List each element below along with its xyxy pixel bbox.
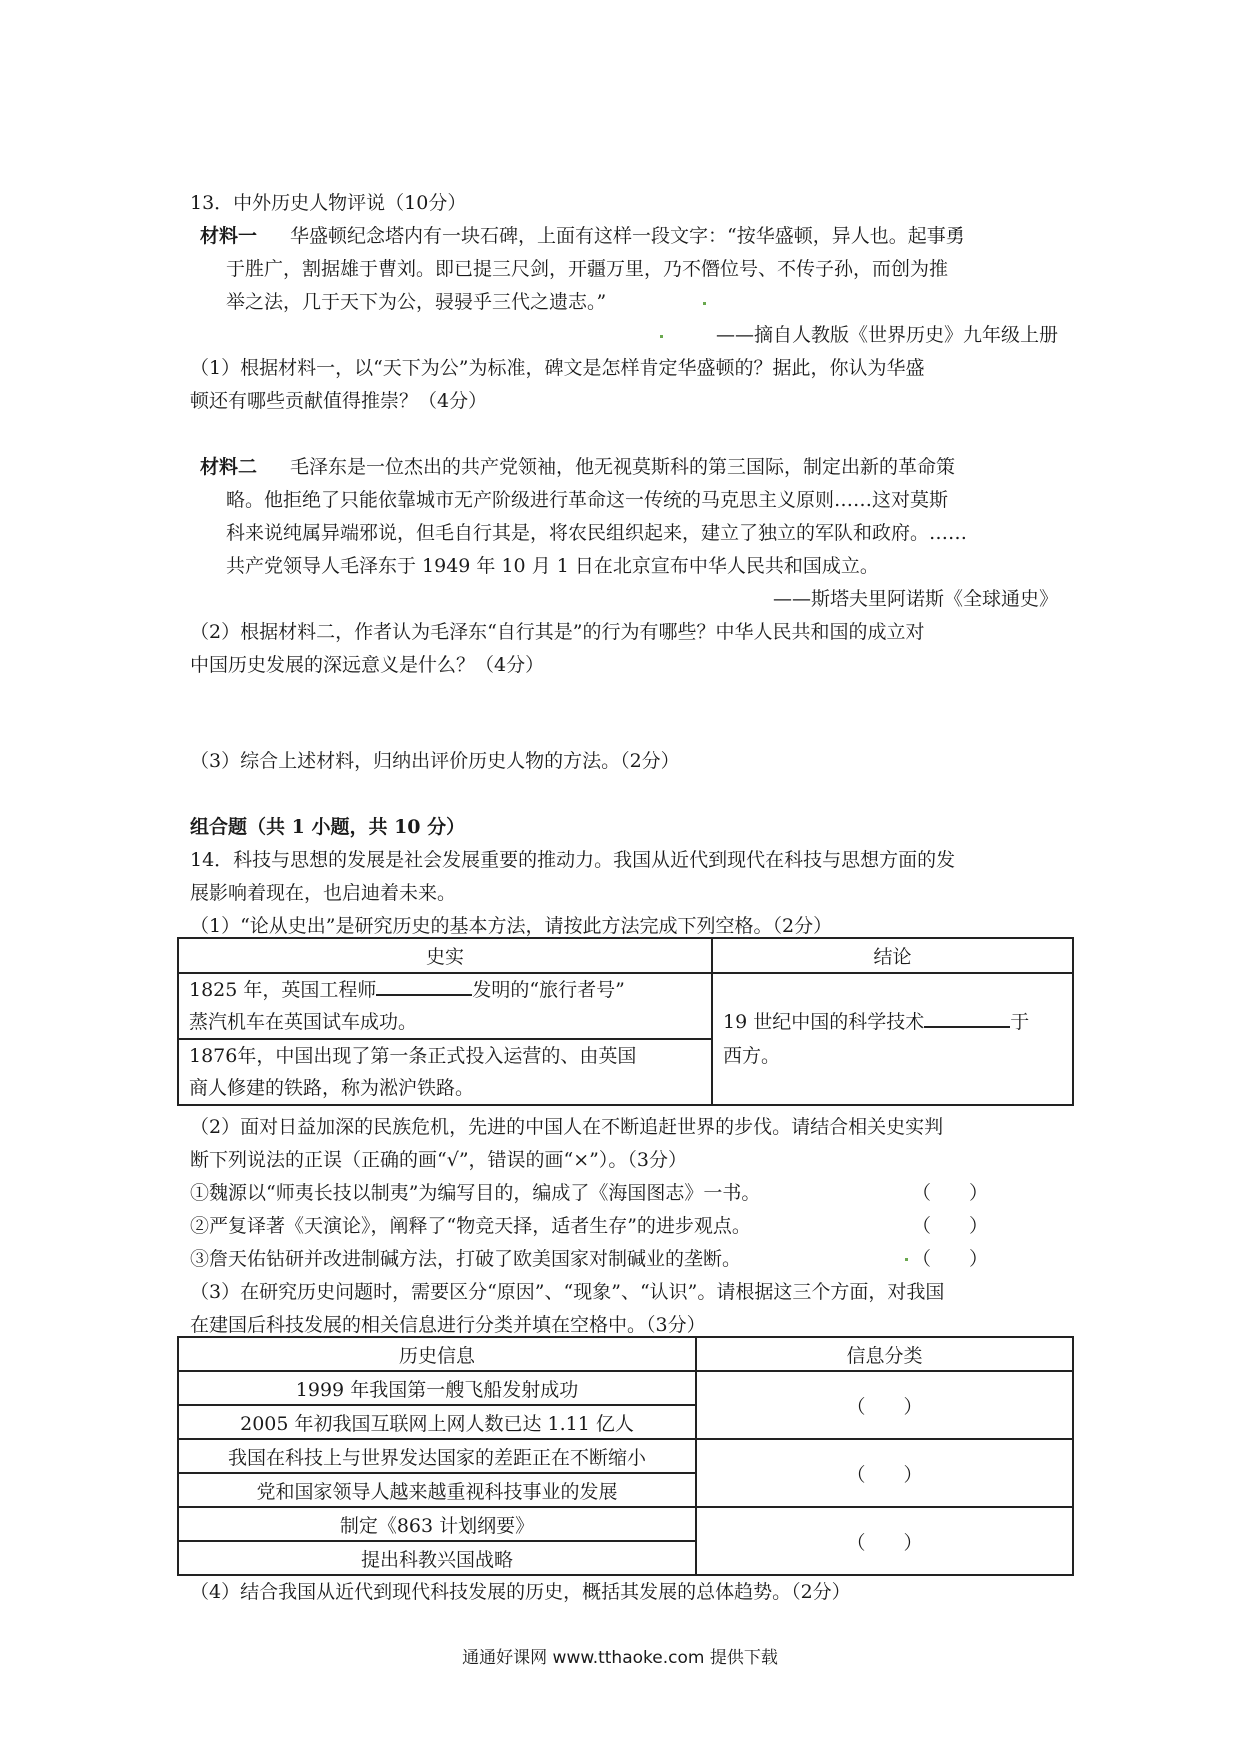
fact-cell-2 xyxy=(178,1039,712,1105)
table-header-class: 信息分类 xyxy=(696,1337,1073,1371)
table-header-conclusion: 结论 xyxy=(712,938,1073,973)
q14-intro-line-2: 展影响着现在，也启迪着未来。 xyxy=(190,882,457,904)
judgement-3-paren[interactable]: （ ） xyxy=(912,1248,989,1270)
material-one-source: ——摘自人教版《世界历史》九年级上册 xyxy=(715,324,1058,346)
footer-download-note: 通通好课网 www.tthaoke.com 提供下载 xyxy=(462,1648,778,1668)
info-row-2: 2005 年初我国互联网上网人数已达 1.11 亿人 xyxy=(178,1405,696,1439)
judgement-1-paren[interactable]: （ ） xyxy=(912,1182,989,1204)
class-cell-1[interactable]: （ ） xyxy=(696,1371,1073,1439)
q13-part3: （3）综合上述材料，归纳出评价历史人物的方法。（2分） xyxy=(190,750,680,772)
section-heading: 组合题（共 1 小题，共 10 分） xyxy=(190,816,466,838)
engineer-blank[interactable] xyxy=(376,976,472,996)
material-two-source: ——斯塔夫里阿诺斯《全球通史》 xyxy=(772,588,1058,610)
conclusion-blank[interactable] xyxy=(924,1008,1010,1028)
fact1-text-b: 发明的“旅行者号” xyxy=(472,979,625,1001)
judgement-1-text: ①魏源以“师夷长技以制夷”为编写目的，编成了《海国图志》一书。 xyxy=(190,1182,761,1204)
conclusion-text-a: 19 世纪中国的科学技术 xyxy=(723,1011,925,1033)
q13-part1-line-2: 顿还有哪些贡献值得推崇？（4分） xyxy=(190,390,488,412)
fact2-text-a: 1876年，中国出现了第一条正式投入运营的、由英国 xyxy=(189,1045,637,1067)
info-row-6: 提出科教兴国战略 xyxy=(178,1541,696,1575)
material-one-label: 材料一 xyxy=(200,225,258,247)
q14-part2-line-2: 断下列说法的正误（正确的画“√”，错误的画“×”）。（3分） xyxy=(190,1149,687,1171)
info-row-3: 我国在科技上与世界发达国家的差距正在不断缩小 xyxy=(178,1439,696,1473)
material-two-label: 材料二 xyxy=(200,456,258,478)
judgement-2-paren[interactable]: （ ） xyxy=(912,1215,989,1237)
history-facts-table xyxy=(177,937,1074,1106)
class-cell-3[interactable]: （ ） xyxy=(696,1507,1073,1575)
scan-mark xyxy=(703,302,706,305)
table-header-facts: 史实 xyxy=(178,938,712,973)
material-two-line-2: 略。他拒绝了只能依靠城市无产阶级进行革命这一传统的马克思主义原则……这对莫斯 xyxy=(226,489,949,511)
q13-part2-line-1: （2）根据材料二，作者认为毛泽东“自行其是”的行为有哪些？中华人民共和国的成立对 xyxy=(190,621,925,643)
material-one-line-1: 华盛顿纪念塔内有一块石碑，上面有这样一段文字：“按华盛顿，异人也。起事勇 xyxy=(290,225,965,247)
material-two-line-4: 共产党领导人毛泽东于 1949 年 10 月 1 日在北京宣布中华人民共和国成立。 xyxy=(226,555,879,577)
conclusion-text-b: 于 xyxy=(1010,1011,1030,1033)
q14-part1: （1）“论从史出”是研究历史的基本方法，请按此方法完成下列空格。（2分） xyxy=(190,915,833,937)
info-row-4: 党和国家领导人越来越重视科技事业的发展 xyxy=(178,1473,696,1507)
conclusion-cell xyxy=(712,973,1073,1105)
fact1-text-c: 蒸汽机车在英国试车成功。 xyxy=(189,1011,418,1033)
scan-mark xyxy=(660,335,663,338)
judgement-3-text: ③詹天佑钻研并改进制碱方法，打破了欧美国家对制碱业的垄断。 xyxy=(190,1248,742,1270)
material-one-line-2: 于胜广，割据雄于曹刘。即已提三尺剑，开疆万里，乃不僭位号、不传子孙，而创为推 xyxy=(226,258,949,280)
q13-title: 13．中外历史人物评说（10分） xyxy=(190,192,467,214)
fact2-text-b: 商人修建的铁路，称为淞沪铁路。 xyxy=(189,1077,475,1099)
info-row-1: 1999 年我国第一艘飞船发射成功 xyxy=(178,1371,696,1405)
table-header-info: 历史信息 xyxy=(178,1337,696,1371)
q14-intro-line-1: 14．科技与思想的发展是社会发展重要的推动力。我国从近代到现代在科技与思想方面的发 xyxy=(190,849,956,871)
info-row-5: 制定《863 计划纲要》 xyxy=(178,1507,696,1541)
material-two-line-3: 科来说纯属异端邪说，但毛自行其是，将农民组织起来，建立了独立的军队和政府。…… xyxy=(226,522,968,544)
class-cell-2[interactable]: （ ） xyxy=(696,1439,1073,1507)
scan-mark xyxy=(905,1258,908,1261)
fact1-text-a: 1825 年，英国工程师 xyxy=(189,979,377,1001)
q13-part1-line-1: （1）根据材料一，以“天下为公”为标准，碑文是怎样肯定华盛顿的？据此，你认为华盛 xyxy=(190,357,925,379)
material-two-line-1: 毛泽东是一位杰出的共产党领袖，他无视莫斯科的第三国际，制定出新的革命策 xyxy=(290,456,956,478)
q14-part3-line-1: （3）在研究历史问题时，需要区分“原因”、“现象”、“认识”。请根据这三个方面，对我国 xyxy=(190,1281,945,1303)
q13-part2-line-2: 中国历史发展的深远意义是什么？（4分） xyxy=(190,654,545,676)
fact-cell-1 xyxy=(178,973,712,1039)
judgement-2-text: ②严复译著《天演论》，阐释了“物竞天择，适者生存”的进步观点。 xyxy=(190,1215,751,1237)
q14-part4: （4）结合我国从近代到现代科技发展的历史，概括其发展的总体趋势。（2分） xyxy=(190,1581,851,1603)
q14-part2-line-1: （2）面对日益加深的民族危机，先进的中国人在不断追赶世界的步伐。请结合相关史实判 xyxy=(190,1116,944,1138)
info-classification-table xyxy=(177,1336,1074,1576)
material-one-line-3: 举之法，几于天下为公，骎骎乎三代之遗志。” xyxy=(226,291,607,313)
conclusion-text-c: 西方。 xyxy=(723,1045,781,1067)
q14-part3-line-2: 在建国后科技发展的相关信息进行分类并填在空格中。（3分） xyxy=(190,1314,706,1336)
